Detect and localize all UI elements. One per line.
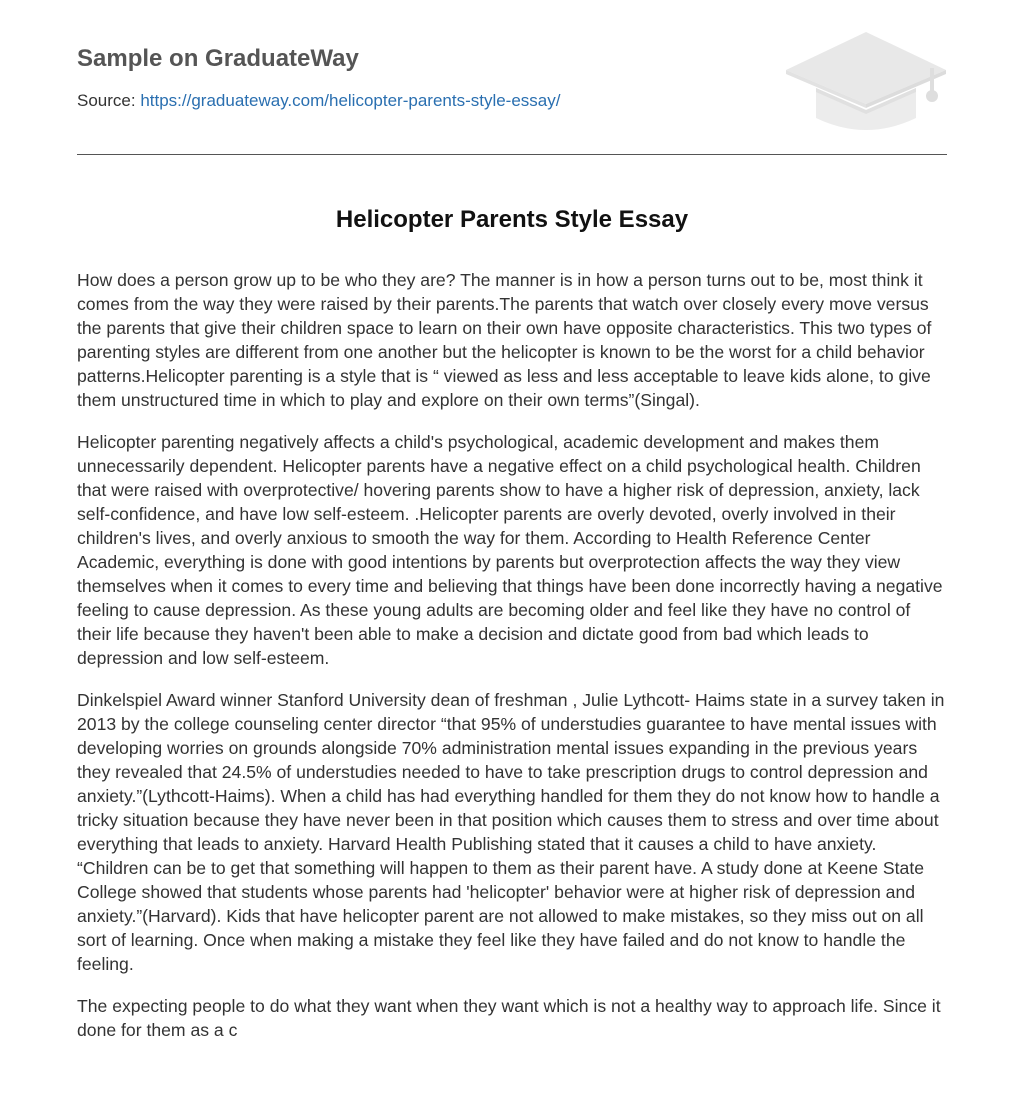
essay-title: Helicopter Parents Style Essay: [335, 206, 689, 233]
essay-body: [77, 268, 949, 1060]
essay-paragraph: Dinkelspiel Award winner Stanford University dean of freshman , Julie Lythcott- Haims state in a survey taken in 2013 by the college counseling center director “that 95% of understudies guarantee to have mental issues with developing worries on grounds alongside 70% administration mental issues expanding in the previous years they revealed that 24.5% of understudies needed to have to take prescription drugs to control depression and anxiety.”(Lythcott-Haims). When a child has had everything handled for them they do not know how to handle a tricky situation because they have never been in that position which causes them to stress and over time about everything that leads to anxiety. Harvard Health Publishing stated that it causes a child to have anxiety. “Children can be to get that something will happen to them as their parent have. A study done at Keene State College showed that students whose parents had 'helicopter' behavior were at higher risk of depression and anxiety.”(Harvard). Kids that have helicopter parent are not allowed to make mistakes, so they miss out on all sort of learning. Once when making a mistake they feel like they have failed and do not know to handle the feeling.: [77, 690, 945, 974]
header-divider: [77, 154, 947, 155]
source-link[interactable]: https://graduateway.com/helicopter-parents-style-essay/: [140, 91, 561, 110]
essay-paragraph: The expecting people to do what they want when they want which is not a healthy way to approach life. Since it done for them as a c: [77, 996, 941, 1040]
site-name: Sample on GraduateWay: [77, 45, 359, 72]
essay-paragraph: How does a person grow up to be who they are? The manner is in how a person turns out to be, most think it comes from the way they were raised by their parents.The parents that watch over closely every move versus the parents that give their children space to learn on their own have opposite characteristics. This two types of parenting styles are different from one another but the helicopter is known to be the worst for a child behavior patterns.Helicopter parenting is a style that is “ viewed as less and less acceptable to leave kids alone, to give them unstructured time in which to play and explore on their own terms”(Singal).: [77, 270, 932, 410]
source-label: Source:: [77, 91, 136, 110]
graduation-cap-icon: [782, 30, 950, 134]
essay-paragraph: Helicopter parenting negatively affects a child's psychological, academic development and makes them unnecessarily dependent. Helicopter parents have a negative effect on a child psychological health. Children that were raised with overprotective/ hovering parents show to have a higher risk of depression, anxiety, lack self-confidence, and have low self-esteem. .Helicopter parents are overly devoted, overly involved in their children's lives, and overly anxious to smooth the way for them. According to Health Reference Center Academic, everything is done with good intentions by parents but overprotection affects the way they view themselves when it comes to every time and believing that things have been done incorrectly having a negative feeling to cause depression. As these young adults are becoming older and feel like they have no control of their life because they haven't been able to make a decision and dictate good from bad which leads to depression and low self-esteem.: [77, 432, 943, 668]
